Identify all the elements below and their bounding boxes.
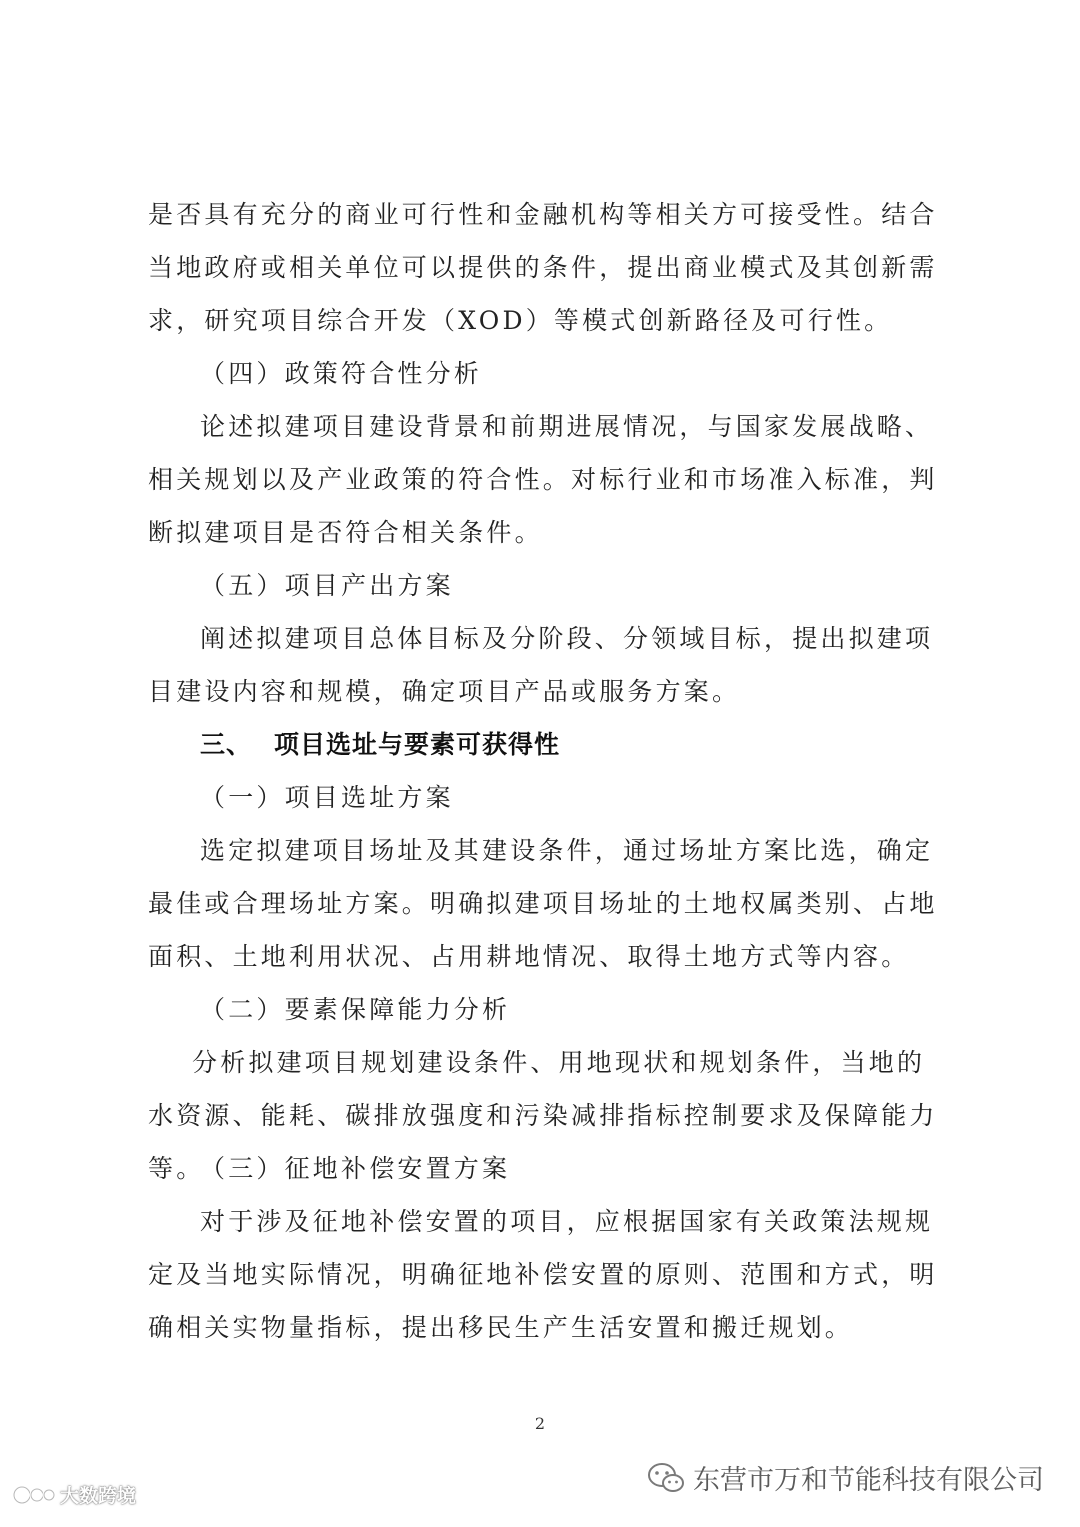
- paragraph-project-output: 阐述拟建项目总体目标及分阶段、分领域目标，提出拟建项目建设内容和规模，确定项目产品或服务方案。: [148, 624, 934, 706]
- subheading-project-output: （五）项目产出方案: [200, 571, 454, 600]
- paragraph-land-compensation: 对于涉及征地补偿安置的项目，应根据国家有关政策法规规定及当地实际情况，明确征地补偿安置的原则、范围和方式，明确相关实物量指标，提出移民生产生活安置和搬迁规划。: [148, 1207, 938, 1342]
- section-number: 三、: [200, 730, 253, 759]
- watermark-right-text: 东营市万和节能科技有限公司: [693, 1465, 1044, 1496]
- section-heading-site-selection: [200, 718, 560, 771]
- subheading-site-plan: （一）项目选址方案: [200, 783, 454, 812]
- subheading-factor-guarantee: （二）要素保障能力分析: [200, 995, 511, 1024]
- subheading-land-compensation: （三）征地补偿安置方案: [200, 1154, 511, 1183]
- paragraph-business-feasibility: 是否具有充分的商业可行性和金融机构等相关方可接受性。结合当地政府或相关单位可以提供的条件，提出商业模式及其创新需求，研究项目综合开发（XOD）等模式创新路径及可行性。: [148, 200, 938, 335]
- subheading-policy-compliance: （四）政策符合性分析: [200, 359, 483, 388]
- paragraph-factor-guarantee: 分析拟建项目规划建设条件、用地现状和规划条件，当地的水资源、能耗、碳排放强度和污染减排指标控制要求及保障能力等。: [148, 1048, 938, 1183]
- section-title: 项目选址与要素可获得性: [274, 730, 561, 759]
- wechat-icon: [647, 1462, 685, 1494]
- page-number: 2: [534, 1414, 546, 1433]
- watermark-left-text: 大数跨境: [60, 1485, 137, 1507]
- bigdata-logo-icon: [12, 1482, 56, 1508]
- watermark-bigdata: [12, 1481, 136, 1508]
- watermark-company: [647, 1458, 1044, 1497]
- paragraph-site-plan: 选定拟建项目场址及其建设条件，通过场址方案比选，确定最佳或合理场址方案。明确拟建项目场址的土地权属类别、占地面积、土地利用状况、占用耕地情况、取得土地方式等内容。: [148, 836, 938, 971]
- paragraph-policy-compliance: 论述拟建项目建设背景和前期进展情况，与国家发展战略、相关规划以及产业政策的符合性。对标行业和市场准入标准，判断拟建项目是否符合相关条件。: [148, 412, 938, 547]
